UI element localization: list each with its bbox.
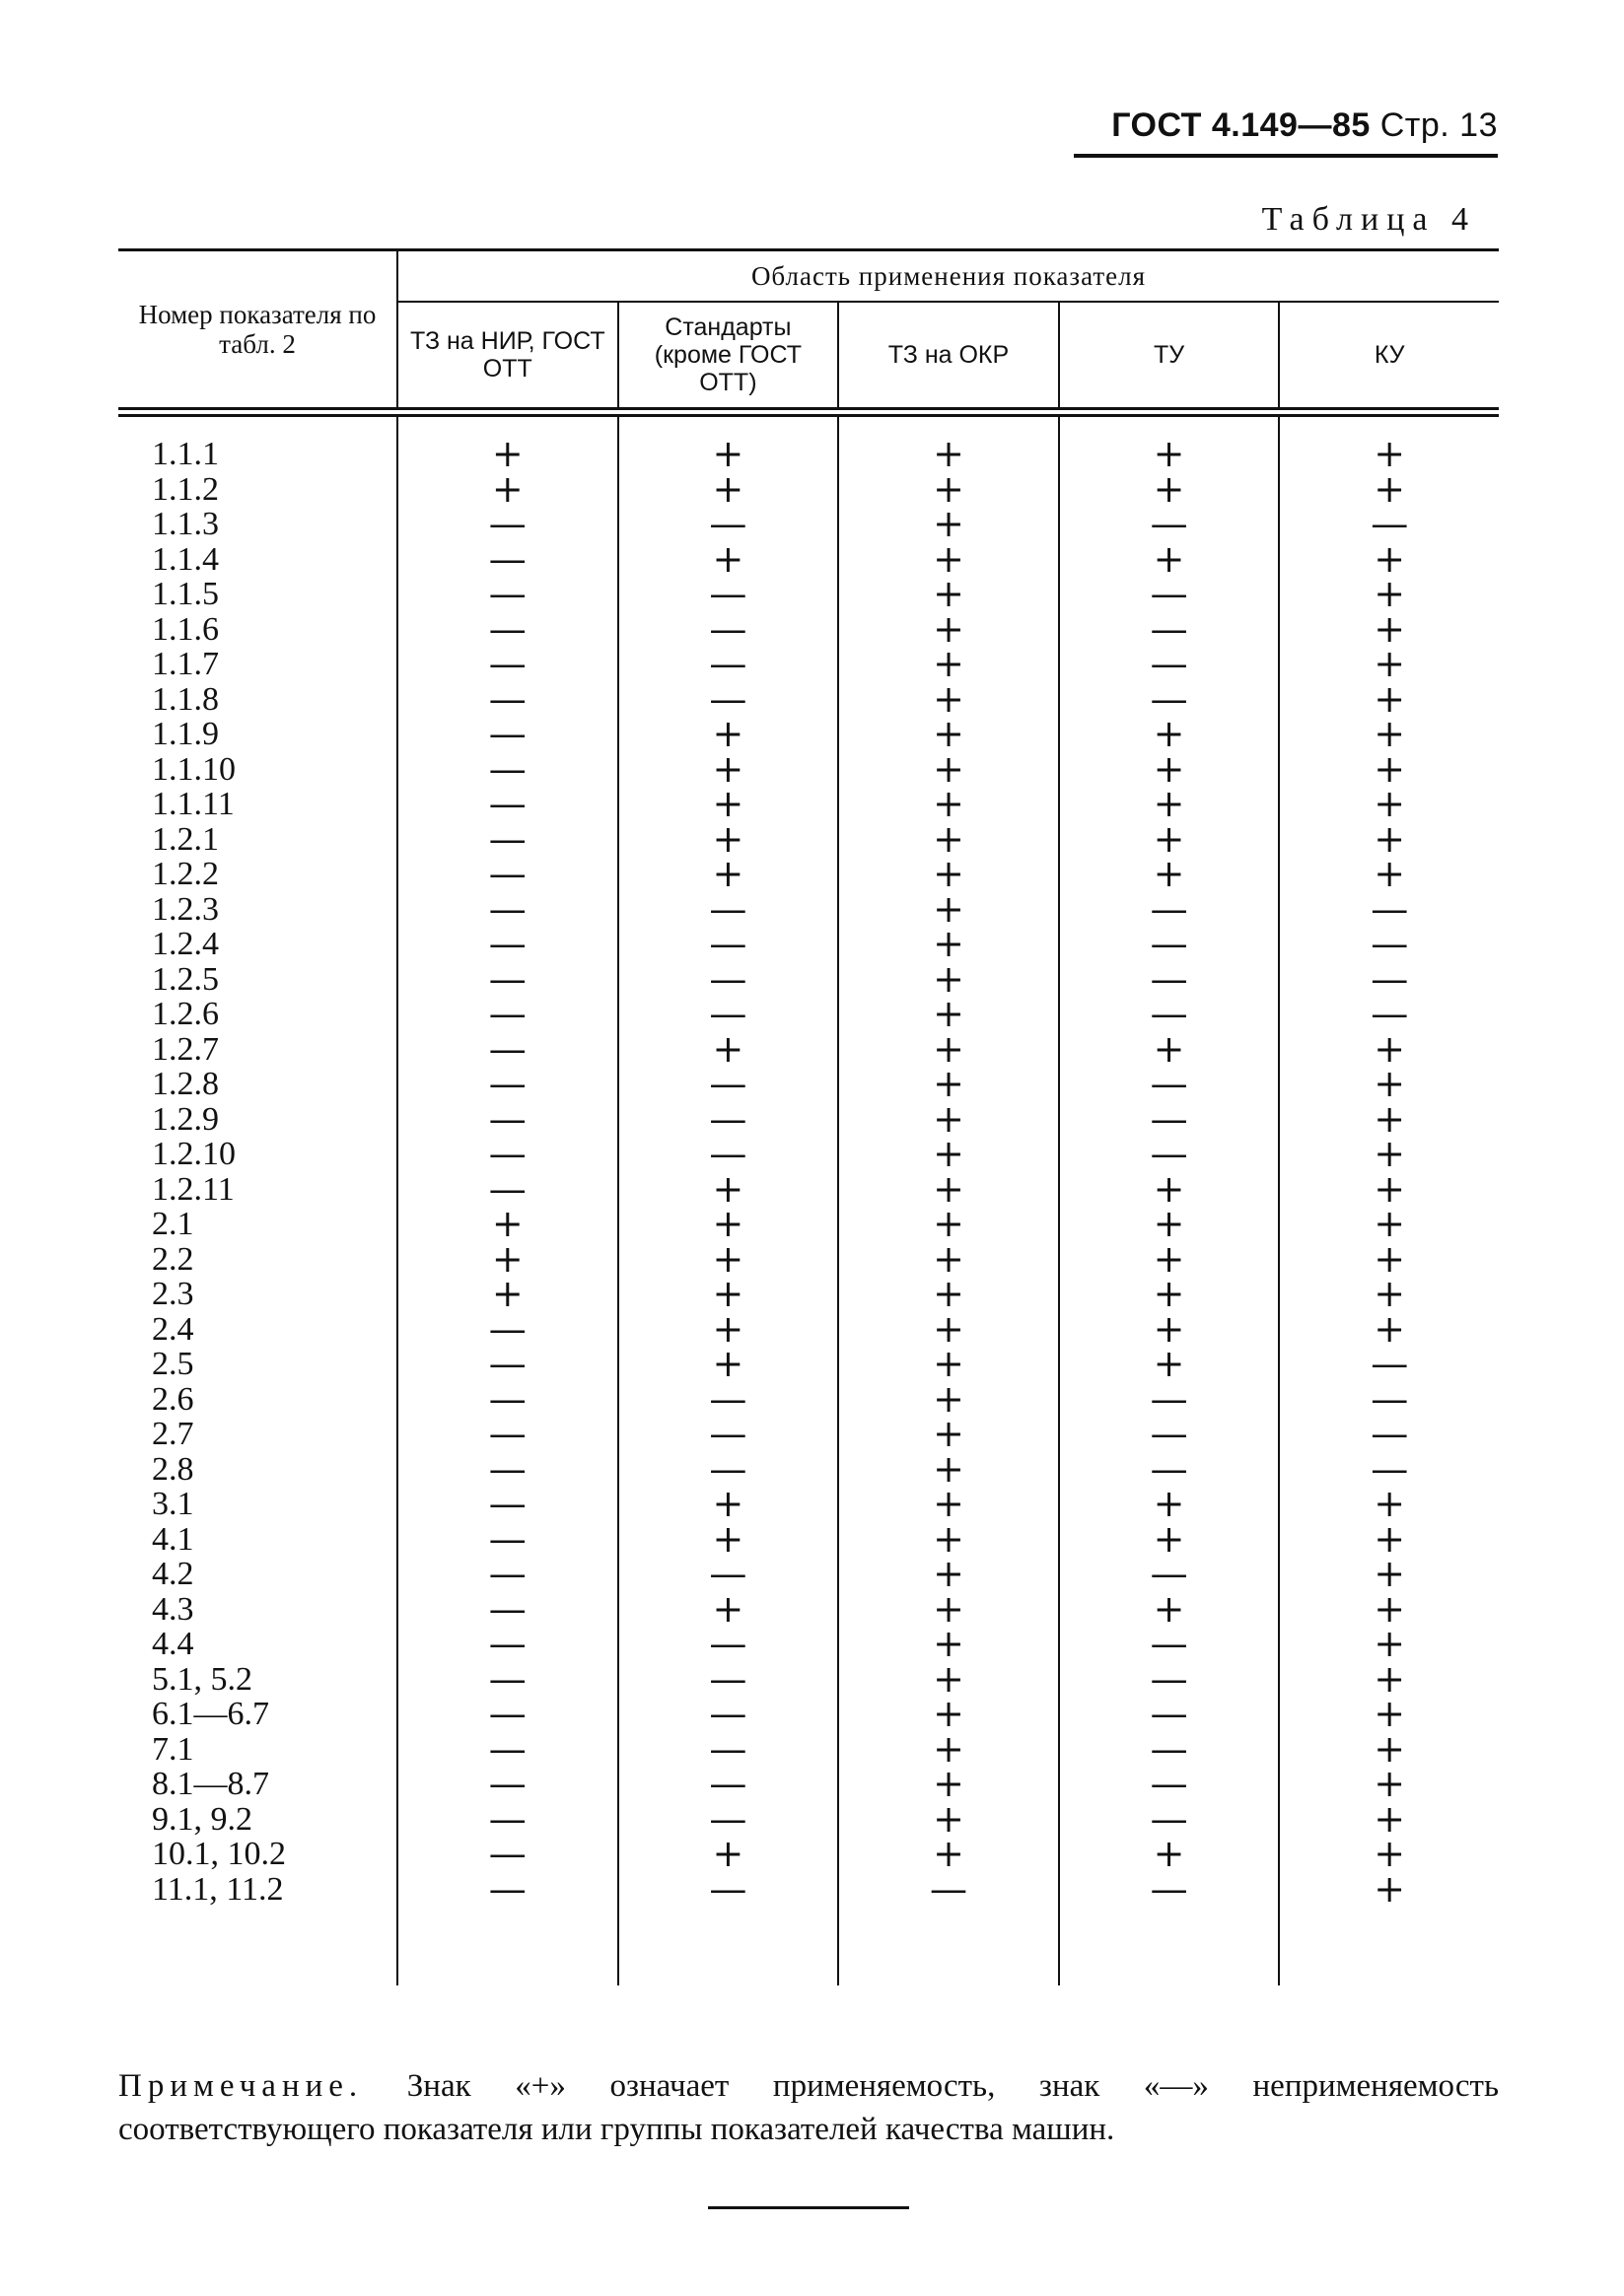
applicability-mark: + [1374,1622,1406,1665]
applicability-mark: + [933,676,964,721]
applicability-mark: — [1150,992,1188,1035]
applicability-mark: + [712,1516,744,1561]
applicability-mark: — [1371,992,1409,1035]
applicability-mark: + [1374,536,1406,581]
applicability-mark: + [933,1412,964,1455]
applicability-mark: — [1150,1132,1188,1175]
indicator-number: 1.2.1 [152,820,219,858]
applicability-mark: — [488,852,527,895]
applicability-mark: + [933,432,964,475]
applicability-mark: + [933,1446,964,1491]
header-rule [1074,154,1498,158]
applicability-mark: + [1374,466,1406,511]
applicability-mark: + [933,1132,964,1175]
note-text: Знак «+» означает применяемость, знак «—» неприменяемость соответствующего показателя или группы показателей качества машин. [118,2068,1499,2147]
applicability-mark: — [488,1516,527,1561]
page-header [1111,106,1498,145]
applicability-mark: + [933,852,964,895]
applicability-mark: — [709,676,747,721]
applicability-mark: — [709,606,747,651]
applicability-mark: + [1153,816,1185,861]
applicability-mark: — [488,1026,527,1071]
applicability-mark: + [712,1482,744,1525]
applicability-mark: — [709,1762,747,1805]
applicability-mark: — [1371,1342,1409,1385]
column-tu [1058,417,1279,1985]
indicator-number: 4.3 [152,1590,194,1628]
applicability-mark: + [491,466,524,511]
applicability-mark: + [1374,746,1406,791]
page-number: Стр. 13 [1379,106,1498,144]
applicability-mark: + [1153,1342,1185,1385]
applicability-mark: + [1374,1096,1406,1141]
applicability-mark: + [933,782,964,825]
applicability-mark: + [712,1272,744,1315]
applicability-mark: + [1153,1306,1185,1351]
applicability-mark: + [1153,746,1185,791]
applicability-mark: + [712,1342,744,1385]
applicability-mark: + [712,432,744,475]
applicability-mark: — [488,1692,527,1735]
applicability-mark: + [933,642,964,685]
applicability-mark: — [709,1866,747,1911]
indicator-number: 1.2.5 [152,960,219,998]
applicability-mark: — [488,1096,527,1141]
applicability-mark: — [709,1446,747,1491]
indicator-number-column [118,417,396,1985]
applicability-mark: + [1374,606,1406,651]
indicator-number: 1.1.6 [152,610,219,648]
applicability-mark: + [712,782,744,825]
applicability-mark: + [1374,642,1406,685]
applicability-mark: + [712,746,744,791]
applicability-mark: + [1153,712,1185,755]
indicator-number: 9.1, 9.2 [152,1800,252,1838]
indicator-number: 1.2.6 [152,996,219,1032]
applicability-mark: — [488,1762,527,1805]
applicability-mark: — [709,502,747,545]
applicability-mark: — [709,992,747,1035]
applicability-mark: — [488,886,527,931]
header-double-rule [118,407,1499,417]
column-header-tz-okr: ТЗ на ОКР [837,303,1058,407]
applicability-mark: — [1150,1622,1188,1665]
footer-rule [708,2206,909,2209]
applicability-mark: + [1374,1482,1406,1525]
applicability-mark: + [1374,432,1406,475]
applicability-mark: — [709,1096,747,1141]
applicability-table [118,248,1499,1985]
applicability-mark: — [709,1796,747,1841]
applicability-mark: + [1374,816,1406,861]
applicability-mark: — [488,992,527,1035]
applicability-mark: — [1150,1796,1188,1841]
applicability-mark: — [488,1132,527,1175]
applicability-mark: + [712,1026,744,1071]
applicability-mark: + [1374,1832,1406,1875]
applicability-mark: + [712,1202,744,1245]
applicability-mark: — [709,1622,747,1665]
applicability-mark: + [1153,1202,1185,1245]
applicability-mark: + [1374,1796,1406,1841]
applicability-mark: + [933,1236,964,1281]
applicability-mark: + [1153,1236,1185,1281]
applicability-mark: + [933,572,964,615]
indicator-number: 1.2.10 [152,1136,236,1172]
indicator-number: 1.1.2 [152,470,219,508]
applicability-mark: + [933,466,964,511]
indicator-number: 1.2.7 [152,1030,219,1068]
indicator-number: 1.2.4 [152,926,219,962]
applicability-mark: + [1374,1236,1406,1281]
applicability-mark: + [712,1236,744,1281]
applicability-mark: — [488,1832,527,1875]
applicability-mark: + [933,1062,964,1105]
applicability-mark: + [712,1306,744,1351]
applicability-mark: — [1150,1656,1188,1701]
applicability-mark: + [712,466,744,511]
applicability-mark: + [1153,1482,1185,1525]
indicator-number: 1.1.3 [152,506,219,542]
indicator-number: 1.1.10 [152,750,236,788]
applicability-mark: — [1150,572,1188,615]
applicability-mark: + [1153,1166,1185,1211]
applicability-mark: + [933,1552,964,1595]
indicator-number: 2.1 [152,1206,194,1242]
indicator-number: 2.8 [152,1450,194,1488]
applicability-mark: + [933,1482,964,1525]
applicability-mark: + [933,1762,964,1805]
applicability-mark: — [709,956,747,1001]
applicability-mark: — [488,502,527,545]
applicability-mark: — [488,1166,527,1211]
applicability-mark: — [1371,502,1409,545]
applicability-mark: + [1153,536,1185,581]
applicability-mark: — [1371,1412,1409,1455]
indicator-number: 4.2 [152,1556,194,1592]
applicability-mark: — [1150,956,1188,1001]
indicator-number: 3.1 [152,1486,194,1522]
applicability-mark: + [1374,1656,1406,1701]
applicability-mark: + [1374,1272,1406,1315]
applicability-mark: — [488,676,527,721]
application-area-header: Область применения показателя [396,251,1499,303]
column-header-tz-nir: ТЗ на НИР, ГОСТ ОТТ [396,303,617,407]
applicability-mark: + [491,432,524,475]
applicability-mark: + [933,1306,964,1351]
applicability-mark: + [1153,782,1185,825]
applicability-mark: + [712,1586,744,1631]
applicability-mark: — [1150,1726,1188,1771]
indicator-number: 1.1.4 [152,540,219,578]
indicator-number: 11.1, 11.2 [152,1870,284,1908]
applicability-mark: + [1374,852,1406,895]
applicability-mark: — [1150,1062,1188,1105]
applicability-mark: + [933,992,964,1035]
applicability-mark: + [933,1166,964,1211]
applicability-mark: + [1374,572,1406,615]
applicability-mark: — [1150,1446,1188,1491]
applicability-mark: — [1150,606,1188,651]
applicability-mark: + [712,816,744,861]
applicability-mark: + [1374,1166,1406,1211]
applicability-mark: + [933,922,964,965]
applicability-mark: — [709,1656,747,1701]
applicability-mark: + [491,1236,524,1281]
applicability-mark: + [712,1166,744,1211]
applicability-mark: — [1150,886,1188,931]
applicability-mark: — [709,922,747,965]
indicator-number: 4.4 [152,1626,194,1662]
applicability-mark: + [1374,1202,1406,1245]
applicability-mark: + [933,502,964,545]
applicability-mark: — [1371,1376,1409,1421]
indicator-number: 1.1.1 [152,436,219,472]
column-standards [617,417,838,1985]
applicability-mark: — [709,1726,747,1771]
applicability-mark: — [709,1132,747,1175]
applicability-mark: — [488,1342,527,1385]
applicability-mark: + [933,956,964,1001]
applicability-mark: + [712,1832,744,1875]
applicability-mark: — [488,782,527,825]
applicability-mark: + [1374,1516,1406,1561]
applicability-mark: + [933,536,964,581]
applicability-mark: + [933,886,964,931]
indicator-number: 1.2.9 [152,1100,219,1138]
applicability-mark: + [1153,1026,1185,1071]
indicator-number: 1.1.11 [152,786,235,822]
applicability-mark: + [1153,432,1185,475]
applicability-mark: + [933,1796,964,1841]
applicability-mark: — [488,956,527,1001]
applicability-mark: — [709,1552,747,1595]
indicator-number: 5.1, 5.2 [152,1660,252,1698]
applicability-mark: — [488,1622,527,1665]
applicability-mark: + [1374,1132,1406,1175]
table-note [118,2064,1499,2151]
applicability-mark: — [709,1692,747,1735]
applicability-mark: + [1374,1306,1406,1351]
applicability-mark: — [1150,676,1188,721]
applicability-mark: + [933,1202,964,1245]
applicability-mark: + [712,536,744,581]
applicability-mark: + [933,606,964,651]
applicability-mark: + [1153,1832,1185,1875]
applicability-mark: + [1153,1272,1185,1315]
applicability-mark: — [488,1306,527,1351]
indicator-number: 6.1—6.7 [152,1696,269,1732]
applicability-mark: + [1153,1516,1185,1561]
applicability-mark: + [933,1026,964,1071]
indicator-number: 2.4 [152,1310,194,1348]
applicability-mark: + [933,1516,964,1561]
applicability-mark: — [488,572,527,615]
column-header-tu: ТУ [1058,303,1279,407]
applicability-mark: — [709,642,747,685]
applicability-mark: + [491,1202,524,1245]
table-header [118,251,1499,407]
applicability-mark: — [1371,922,1409,965]
applicability-mark: + [933,1726,964,1771]
column-tz-nir [396,417,617,1985]
indicator-number: 2.2 [152,1240,194,1278]
table-body [118,417,1499,1985]
applicability-mark: — [488,536,527,581]
applicability-mark: — [488,1726,527,1771]
applicability-mark: — [488,1062,527,1105]
applicability-mark: — [1150,642,1188,685]
indicator-number-header: Номер показателя по табл. 2 [138,300,377,359]
note-label: Примечание. [118,2068,364,2104]
applicability-mark: + [1374,1026,1406,1071]
applicability-mark: + [933,1586,964,1631]
column-header-ku: КУ [1278,303,1499,407]
applicability-mark: — [488,922,527,965]
applicability-mark: — [709,572,747,615]
applicability-mark: — [488,816,527,861]
applicability-mark: — [1150,922,1188,965]
indicator-number: 2.7 [152,1416,194,1452]
applicability-mark: — [1371,1446,1409,1491]
applicability-mark: — [488,1866,527,1911]
indicator-number: 2.5 [152,1346,194,1382]
applicability-mark: + [1374,1866,1406,1911]
applicability-mark: + [933,1656,964,1701]
indicator-number: 2.3 [152,1276,194,1312]
applicability-mark: + [1374,1552,1406,1595]
indicator-number: 4.1 [152,1520,194,1558]
applicability-mark: + [712,712,744,755]
applicability-mark: + [933,1622,964,1665]
applicability-mark: + [1153,466,1185,511]
applicability-mark: — [709,886,747,931]
applicability-mark: — [1150,1412,1188,1455]
applicability-mark: — [1150,502,1188,545]
applicability-mark: — [1150,1552,1188,1595]
applicability-mark: — [709,1062,747,1105]
applicability-mark: + [1374,1692,1406,1735]
applicability-mark: + [933,1342,964,1385]
applicability-mark: + [1374,676,1406,721]
applicability-mark: — [488,606,527,651]
indicator-number: 8.1—8.7 [152,1766,269,1802]
applicability-mark: + [933,746,964,791]
applicability-mark: + [933,1272,964,1315]
applicability-mark: + [1153,852,1185,895]
applicability-mark: — [488,1482,527,1525]
indicator-number: 10.1, 10.2 [152,1836,286,1872]
indicator-number: 1.2.11 [152,1170,235,1208]
applicability-mark: + [712,852,744,895]
applicability-mark: + [491,1272,524,1315]
indicator-number: 2.6 [152,1380,194,1418]
applicability-mark: — [709,1376,747,1421]
applicability-mark: + [933,1832,964,1875]
applicability-mark: — [488,1656,527,1701]
indicator-number: 1.1.8 [152,680,219,718]
applicability-mark: — [488,1586,527,1631]
applicability-mark: + [1374,1726,1406,1771]
table-caption: Таблица 4 [1261,201,1476,238]
indicator-number: 1.2.2 [152,856,219,892]
indicator-number: 1.1.9 [152,716,219,752]
applicability-mark: + [1153,1586,1185,1631]
applicability-mark: — [488,642,527,685]
applicability-mark: + [933,1692,964,1735]
applicability-mark: + [933,712,964,755]
indicator-number: 1.2.3 [152,890,219,928]
applicability-mark: — [488,712,527,755]
applicability-mark: + [933,1376,964,1421]
indicator-number: 1.1.5 [152,576,219,612]
applicability-mark: — [488,1446,527,1491]
applicability-mark: — [1150,1866,1188,1911]
indicator-number: 1.2.8 [152,1066,219,1102]
indicator-number: 7.1 [152,1730,194,1768]
applicability-mark: + [1374,1586,1406,1631]
applicability-mark: + [933,816,964,861]
column-header-standards: Стандарты (кроме ГОСТ ОТТ) [617,303,838,407]
applicability-mark: + [1374,782,1406,825]
applicability-mark: — [1371,886,1409,931]
applicability-mark: + [1374,1762,1406,1805]
applicability-mark: + [1374,712,1406,755]
applicability-mark: + [933,1096,964,1141]
applicability-mark: — [1150,1096,1188,1141]
applicability-mark: + [1374,1062,1406,1105]
applicability-mark: — [1371,956,1409,1001]
applicability-mark: — [488,1552,527,1595]
applicability-mark: — [929,1866,967,1911]
indicator-number: 1.1.7 [152,646,219,682]
applicability-mark: — [488,1376,527,1421]
standard-designation: ГОСТ 4.149—85 [1111,106,1371,144]
applicability-mark: — [1150,1762,1188,1805]
column-ku [1278,417,1499,1985]
applicability-mark: — [488,1412,527,1455]
applicability-mark: — [1150,1376,1188,1421]
applicability-mark: — [709,1412,747,1455]
applicability-mark: — [1150,1692,1188,1735]
applicability-mark: — [488,746,527,791]
applicability-mark: — [488,1796,527,1841]
column-tz-okr [837,417,1058,1985]
